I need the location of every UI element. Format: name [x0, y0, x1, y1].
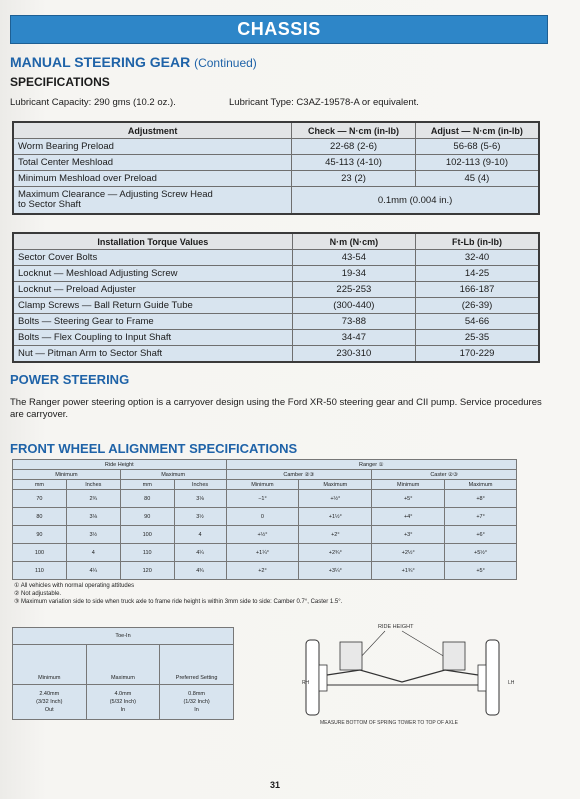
table-cell: Bolts — Steering Gear to Frame [13, 314, 292, 330]
power-steering-text: The Ranger power steering option is a carryover design using the Ford XR-50 steering gear and CII pump. Service procedures are carryover. [10, 397, 542, 420]
header-cell: Ft-Lb (in-lb) [416, 233, 539, 250]
table-cell: +7° [445, 508, 517, 526]
alignment-table [12, 459, 517, 580]
table-cell: 4 [174, 526, 226, 544]
note-line: ② Not adjustable. [14, 591, 62, 597]
table-cell: 170-229 [416, 346, 539, 363]
cell-line: (3/32 Inch) [36, 699, 63, 705]
table-cell: 90 [120, 508, 174, 526]
left-spindle [319, 665, 327, 691]
header-cell: Minimum [372, 480, 445, 490]
alignment-heading: FRONT WHEEL ALIGNMENT SPECIFICATIONS [10, 441, 298, 456]
header-cell: Toe-In [13, 628, 234, 645]
table-cell: 90 [13, 526, 67, 544]
table-cell: 19-34 [292, 266, 415, 282]
table-row [13, 250, 539, 266]
cell-line: Maximum Clearance — Adjusting Screw Head [18, 189, 213, 200]
table-header-row [13, 233, 539, 250]
header-cell: Ride Height [13, 460, 227, 470]
table-cell: Clamp Screws — Ball Return Guide Tube [13, 298, 292, 314]
table-row [13, 490, 517, 508]
table-cell: 3½ [66, 526, 120, 544]
table-cell [86, 685, 160, 720]
table-row [13, 685, 234, 720]
header-cell: Preferred Setting [160, 645, 234, 685]
table-cell: +5½° [445, 544, 517, 562]
table-cell: +2¾° [299, 544, 372, 562]
table-cell: 100 [13, 544, 67, 562]
table-cell: +6° [445, 526, 517, 544]
table-row [13, 298, 539, 314]
header-cell: Camber ②③ [226, 470, 372, 480]
table-cell: 23 (2) [292, 171, 416, 187]
note-line: ③ Maximum variation side to side when truck axle to frame ride height is within 3mm side to side: Camber 0.7°, Caster 1.5°. [14, 599, 343, 605]
axle [327, 670, 478, 682]
header-cell: Inches [66, 480, 120, 490]
cell-line: 4.0mm [114, 691, 132, 697]
table-cell [13, 685, 87, 720]
cell-line: to Sector Shaft [18, 199, 81, 210]
table-cell: −1° [226, 490, 299, 508]
table-row [13, 508, 517, 526]
table-cell: +3¼° [299, 562, 372, 580]
table-row [13, 526, 517, 544]
table-cell: 80 [13, 508, 67, 526]
chassis-banner [10, 15, 548, 44]
torque-table [12, 232, 540, 363]
cell-line: In [120, 707, 126, 713]
table-row [13, 346, 539, 363]
table-cell: +4° [372, 508, 445, 526]
section-heading-main: MANUAL STEERING GEAR [10, 54, 191, 70]
header-cell: Adjustment [13, 122, 292, 139]
table-cell: 110 [13, 562, 67, 580]
table-cell: 3⅛ [66, 508, 120, 526]
table-header-row [13, 645, 234, 685]
left-tire [306, 640, 319, 715]
header-cell: Inches [174, 480, 226, 490]
cell-line: (5/32 Inch) [109, 699, 137, 705]
table-cell: +1¾° [372, 562, 445, 580]
table-cell [13, 187, 292, 215]
header-cell: Check — N·cm (in-lb) [292, 122, 416, 139]
table-row [13, 314, 539, 330]
header-cell: Maximum [120, 470, 226, 480]
table-cell: 45 (4) [415, 171, 539, 187]
rh-label: RH [302, 680, 310, 686]
cell-line: 0.8mm [188, 691, 205, 697]
alignment-notes [14, 582, 342, 606]
table-row [13, 562, 517, 580]
header-cell: Maximum [86, 645, 160, 685]
ride-height-label: RIDE HEIGHT [378, 624, 414, 630]
page-number: 31 [270, 780, 281, 790]
cell-line: 2.40mm [39, 691, 60, 697]
table-cell: +1¼° [226, 544, 299, 562]
table-cell: 0 [226, 508, 299, 526]
header-cell: Ranger ① [226, 460, 516, 470]
section-heading [10, 54, 257, 70]
cell-line: Out [44, 707, 54, 713]
table-cell: +2° [226, 562, 299, 580]
table-cell: 56-68 (5-6) [415, 139, 539, 155]
header-cell: Adjust — N·cm (in-lb) [415, 122, 539, 139]
table-cell: 100 [120, 526, 174, 544]
table-cell: +3° [372, 526, 445, 544]
table-cell: 110 [120, 544, 174, 562]
table-cell: (300-440) [292, 298, 415, 314]
table-row [13, 187, 539, 215]
table-row [13, 544, 517, 562]
right-tire [486, 640, 499, 715]
table-cell: 3½ [174, 508, 226, 526]
power-steering-heading: POWER STEERING [10, 372, 130, 387]
adjustment-table [12, 121, 540, 215]
header-cell: Minimum [226, 480, 299, 490]
cell-line: (1/32 Inch) [183, 699, 210, 705]
table-cell: 32-40 [416, 250, 539, 266]
table-cell: +2° [299, 526, 372, 544]
table-cell: 54-66 [416, 314, 539, 330]
table-cell: 230-310 [292, 346, 415, 363]
table-cell: +2½° [372, 544, 445, 562]
table-cell: 102-113 (9-10) [415, 155, 539, 171]
table-row [13, 266, 539, 282]
table-row [13, 155, 539, 171]
note-line: ① All vehicles with normal operating attitudes [14, 583, 135, 589]
table-cell: 120 [120, 562, 174, 580]
section-heading-cont: (Continued) [194, 56, 257, 70]
table-cell: 70 [13, 490, 67, 508]
header-cell: mm [120, 480, 174, 490]
table-cell: +8° [445, 490, 517, 508]
table-cell: Locknut — Preload Adjuster [13, 282, 292, 298]
table-cell: 22-68 (2-6) [292, 139, 416, 155]
table-cell: 80 [120, 490, 174, 508]
diagram-caption: MEASURE BOTTOM OF SPRING TOWER TO TOP OF AXLE [320, 720, 458, 726]
table-header-row [13, 460, 517, 470]
table-row [13, 330, 539, 346]
table-cell: 25-35 [416, 330, 539, 346]
table-cell: 4¼ [174, 544, 226, 562]
header-cell: Minimum [13, 645, 87, 685]
table-cell: 43-54 [292, 250, 415, 266]
table-cell: Total Center Meshload [13, 155, 292, 171]
table-cell: Locknut — Meshload Adjusting Screw [13, 266, 292, 282]
header-cell: N·m (N·cm) [292, 233, 415, 250]
table-cell: Nut — Pitman Arm to Sector Shaft [13, 346, 292, 363]
table-cell: 2¾ [66, 490, 120, 508]
left-spring [340, 642, 362, 670]
specifications-heading: SPECIFICATIONS [10, 75, 110, 89]
table-cell: 34-47 [292, 330, 415, 346]
table-cell: 3⅛ [174, 490, 226, 508]
table-header-row [13, 122, 539, 139]
table-cell: Sector Cover Bolts [13, 250, 292, 266]
lubricant-type: Lubricant Type: C3AZ-19578-A or equivalent. [229, 97, 419, 108]
table-row [13, 282, 539, 298]
table-cell: Worm Bearing Preload [13, 139, 292, 155]
table-cell: 4¾ [174, 562, 226, 580]
table-cell: +1½° [299, 508, 372, 526]
table-cell: +5° [445, 562, 517, 580]
toe-in-table [12, 627, 234, 720]
header-cell: Caster ②③ [372, 470, 517, 480]
table-cell: 225-253 [292, 282, 415, 298]
right-spindle [478, 665, 486, 691]
banner-title: CHASSIS [237, 19, 321, 39]
right-spring [443, 642, 465, 670]
header-cell: mm [13, 480, 67, 490]
table-header-row [13, 480, 517, 490]
table-header-row [13, 628, 234, 645]
cell-line: In [194, 707, 199, 713]
header-cell: Installation Torque Values [13, 233, 292, 250]
table-cell: 14-25 [416, 266, 539, 282]
table-cell: 73-88 [292, 314, 415, 330]
table-cell: 4 [66, 544, 120, 562]
table-cell: Bolts — Flex Coupling to Input Shaft [13, 330, 292, 346]
table-cell: 4¼ [66, 562, 120, 580]
ride-height-diagram [300, 620, 525, 730]
table-cell [160, 685, 234, 720]
lh-label: LH [508, 680, 515, 686]
table-cell: +½° [299, 490, 372, 508]
header-cell: Maximum [299, 480, 372, 490]
table-cell: (26-39) [416, 298, 539, 314]
table-cell: +5° [372, 490, 445, 508]
lubricant-capacity: Lubricant Capacity: 290 gms (10.2 oz.). [10, 97, 176, 108]
table-row [13, 139, 539, 155]
table-cell: 166-187 [416, 282, 539, 298]
table-cell: 0.1mm (0.004 in.) [292, 187, 539, 215]
table-cell: 45-113 (4-10) [292, 155, 416, 171]
header-cell: Minimum [13, 470, 121, 480]
table-header-row [13, 470, 517, 480]
table-cell: Minimum Meshload over Preload [13, 171, 292, 187]
table-row [13, 171, 539, 187]
table-cell: +½° [226, 526, 299, 544]
header-cell: Maximum [445, 480, 517, 490]
